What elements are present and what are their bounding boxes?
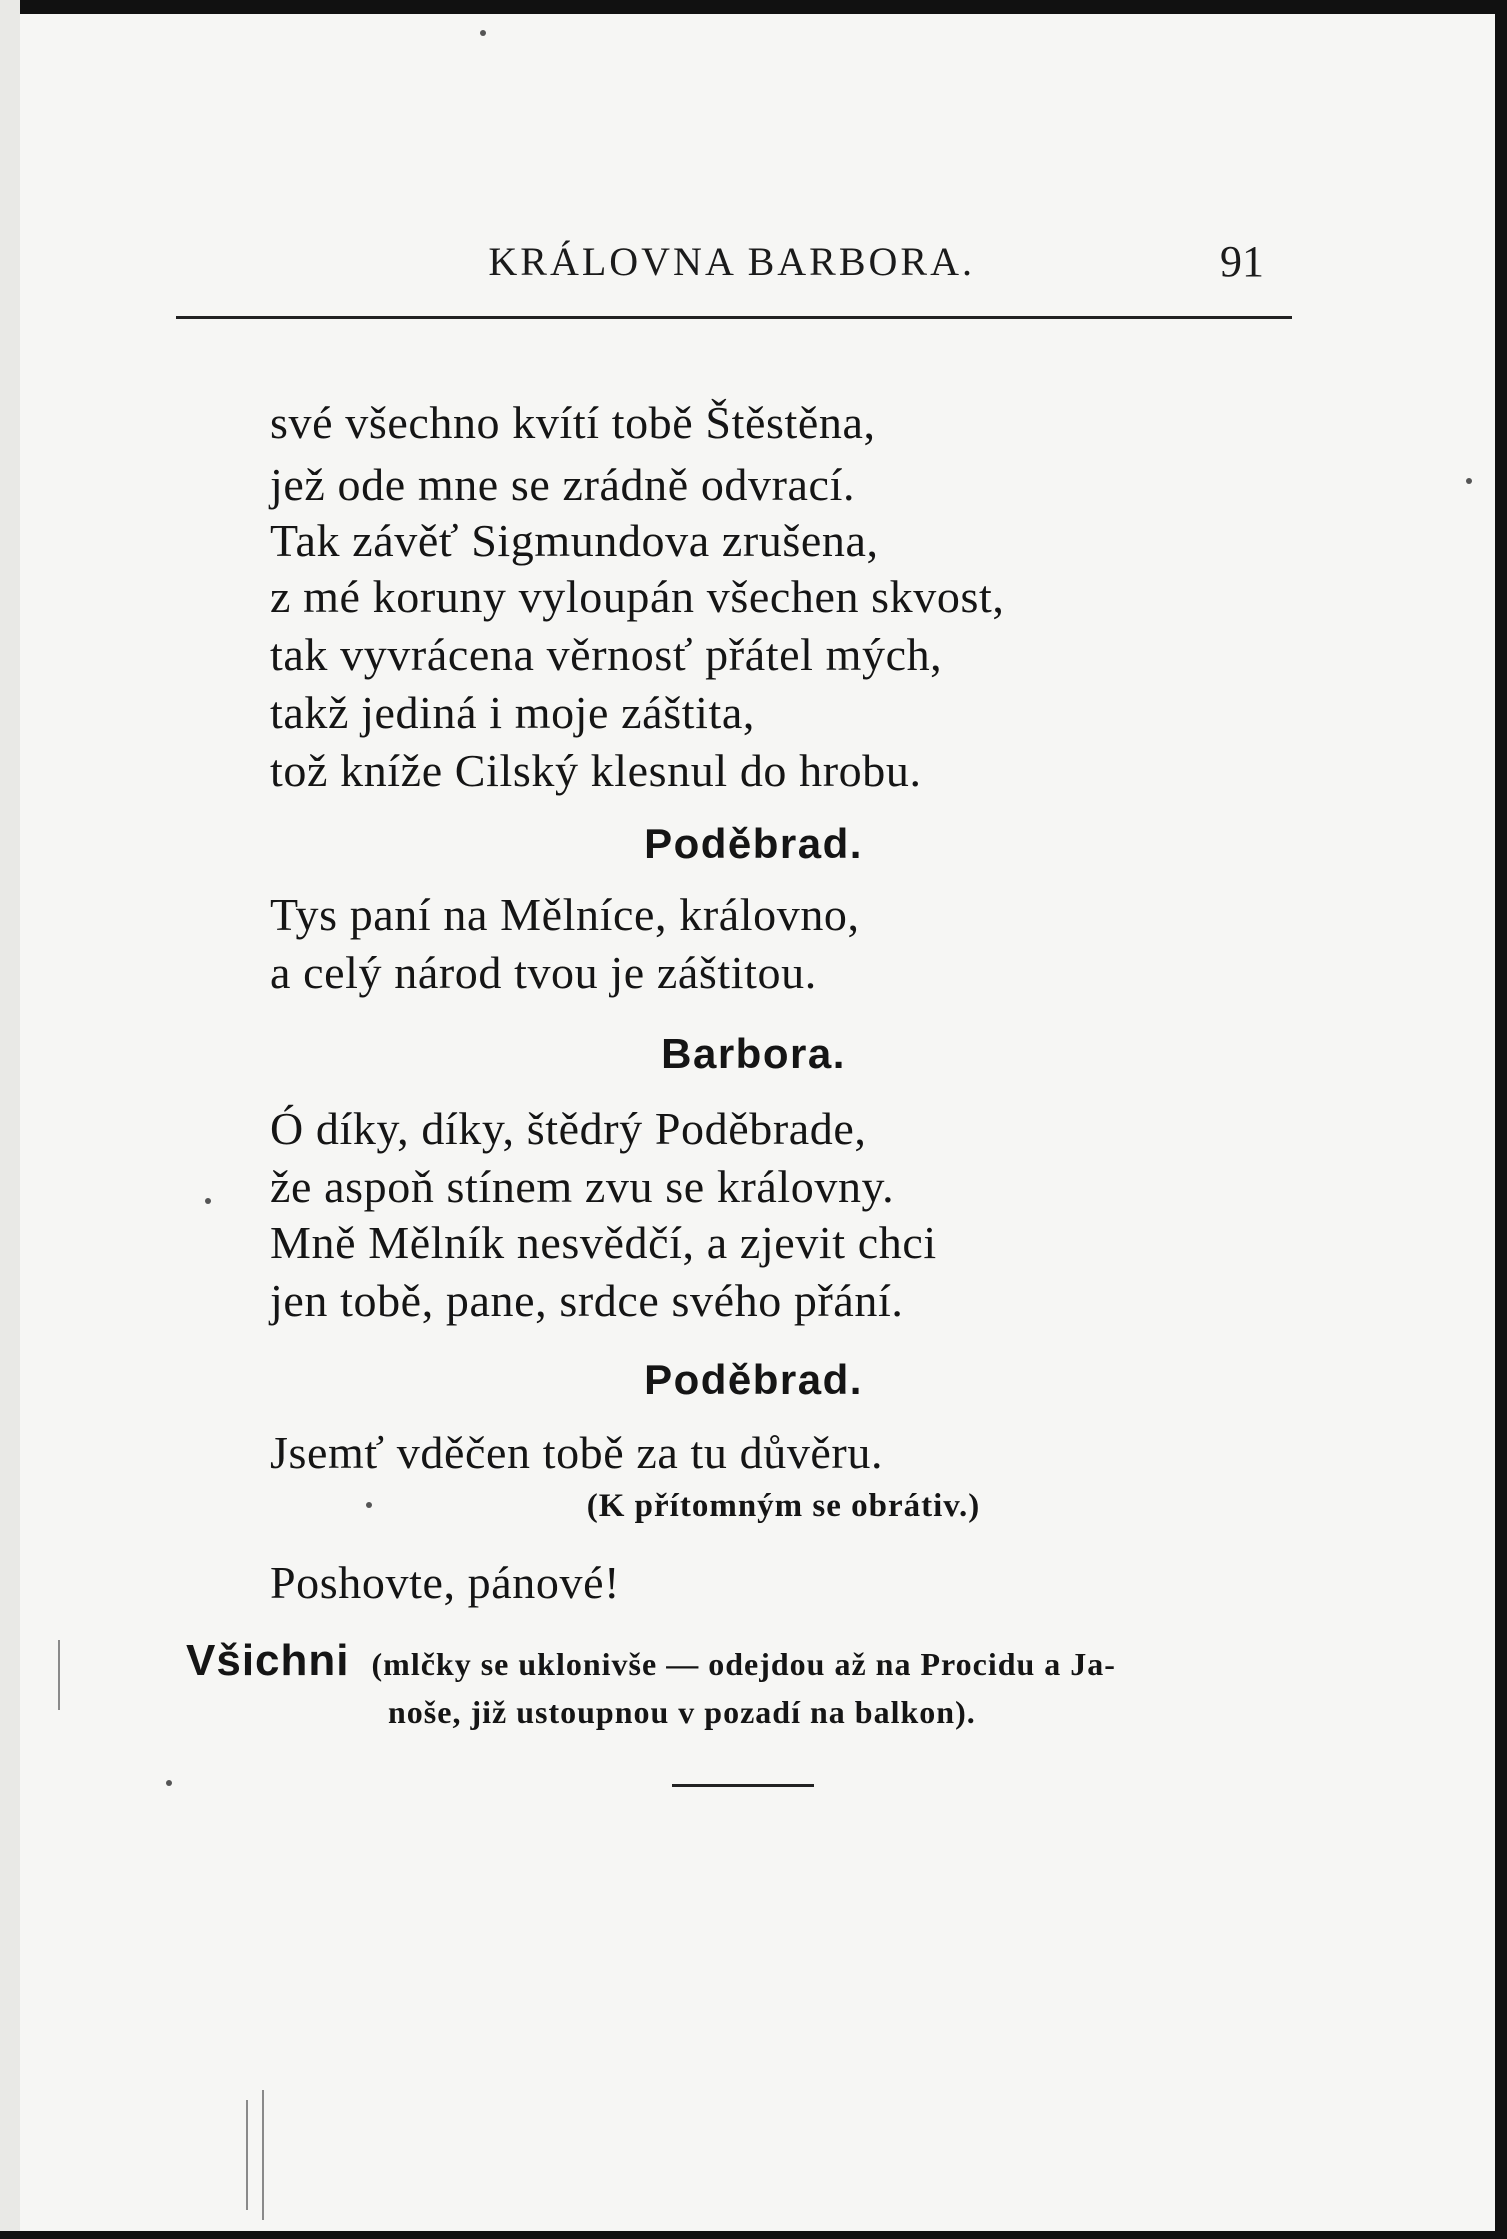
running-title: KRÁLOVNA BARBORA. <box>488 239 975 284</box>
closing-line <box>186 1636 1306 1686</box>
verse-line: tož kníže Cilský klesnul do hrobu. <box>270 745 922 796</box>
scan-scratch <box>262 2090 264 2220</box>
scan-border-left <box>0 0 20 2239</box>
scan-speck <box>166 1780 172 1786</box>
verse-line: jen tobě, pane, srdce svého přání. <box>270 1275 904 1326</box>
verse-line: Tys paní na Mělníce, královno, <box>270 889 860 940</box>
scan-speck <box>366 1502 372 1508</box>
scan-speck <box>480 30 486 36</box>
verse-line: a celý národ tvou je záštitou. <box>270 947 817 998</box>
verse-line: že aspoň stínem zvu se královny. <box>270 1161 895 1212</box>
closing-stage-line: (mlčky se uklonivše — odejdou až na Procidu a Ja- <box>371 1646 1116 1682</box>
scan-border-bottom <box>0 2231 1507 2239</box>
scan-scratch <box>58 1640 60 1710</box>
closing-stage-block <box>186 1636 1306 1731</box>
verse-line: své všechno kvítí tobě Štěstěna, <box>270 397 876 448</box>
stage-direction: (K přítomným se obrátiv.) <box>586 1488 981 1524</box>
scan-speck <box>1466 478 1472 484</box>
closing-stage-line: noše, již ustoupnou v pozadí na balkon). <box>388 1694 976 1730</box>
scan-border-top <box>0 0 1507 14</box>
verse-line: Jsemť vděčen tobě za tu důvěru. <box>270 1427 884 1478</box>
verse-line: jež ode mne se zrádně odvrací. <box>270 459 856 510</box>
verse-line: Ó díky, díky, štědrý Poděbrade, <box>270 1103 867 1154</box>
scan-speck <box>205 1198 211 1204</box>
page-number: 91 <box>1220 237 1264 286</box>
header-rule <box>176 316 1292 319</box>
verse-line: z mé koruny vyloupán všechen skvost, <box>270 571 1005 622</box>
scan-scratch <box>246 2100 248 2210</box>
end-rule <box>672 1784 814 1787</box>
verse-line: takž jediná i moje záštita, <box>270 687 755 738</box>
speaker-name: Poděbrad. <box>644 1356 863 1403</box>
verse-line: Mně Mělník nesvědčí, a zjevit chci <box>270 1217 937 1268</box>
verse-line: Tak závěť Sigmundova zrušena, <box>270 515 879 566</box>
scan-border-right <box>1495 0 1507 2239</box>
speaker-name: Barbora. <box>661 1030 846 1077</box>
speaker-name: Poděbrad. <box>644 820 863 867</box>
closing-speaker: Všichni <box>186 1636 350 1685</box>
verse-line: tak vyvrácena věrnosť přátel mých, <box>270 629 943 680</box>
verse-line: Poshovte, pánové! <box>270 1557 621 1608</box>
